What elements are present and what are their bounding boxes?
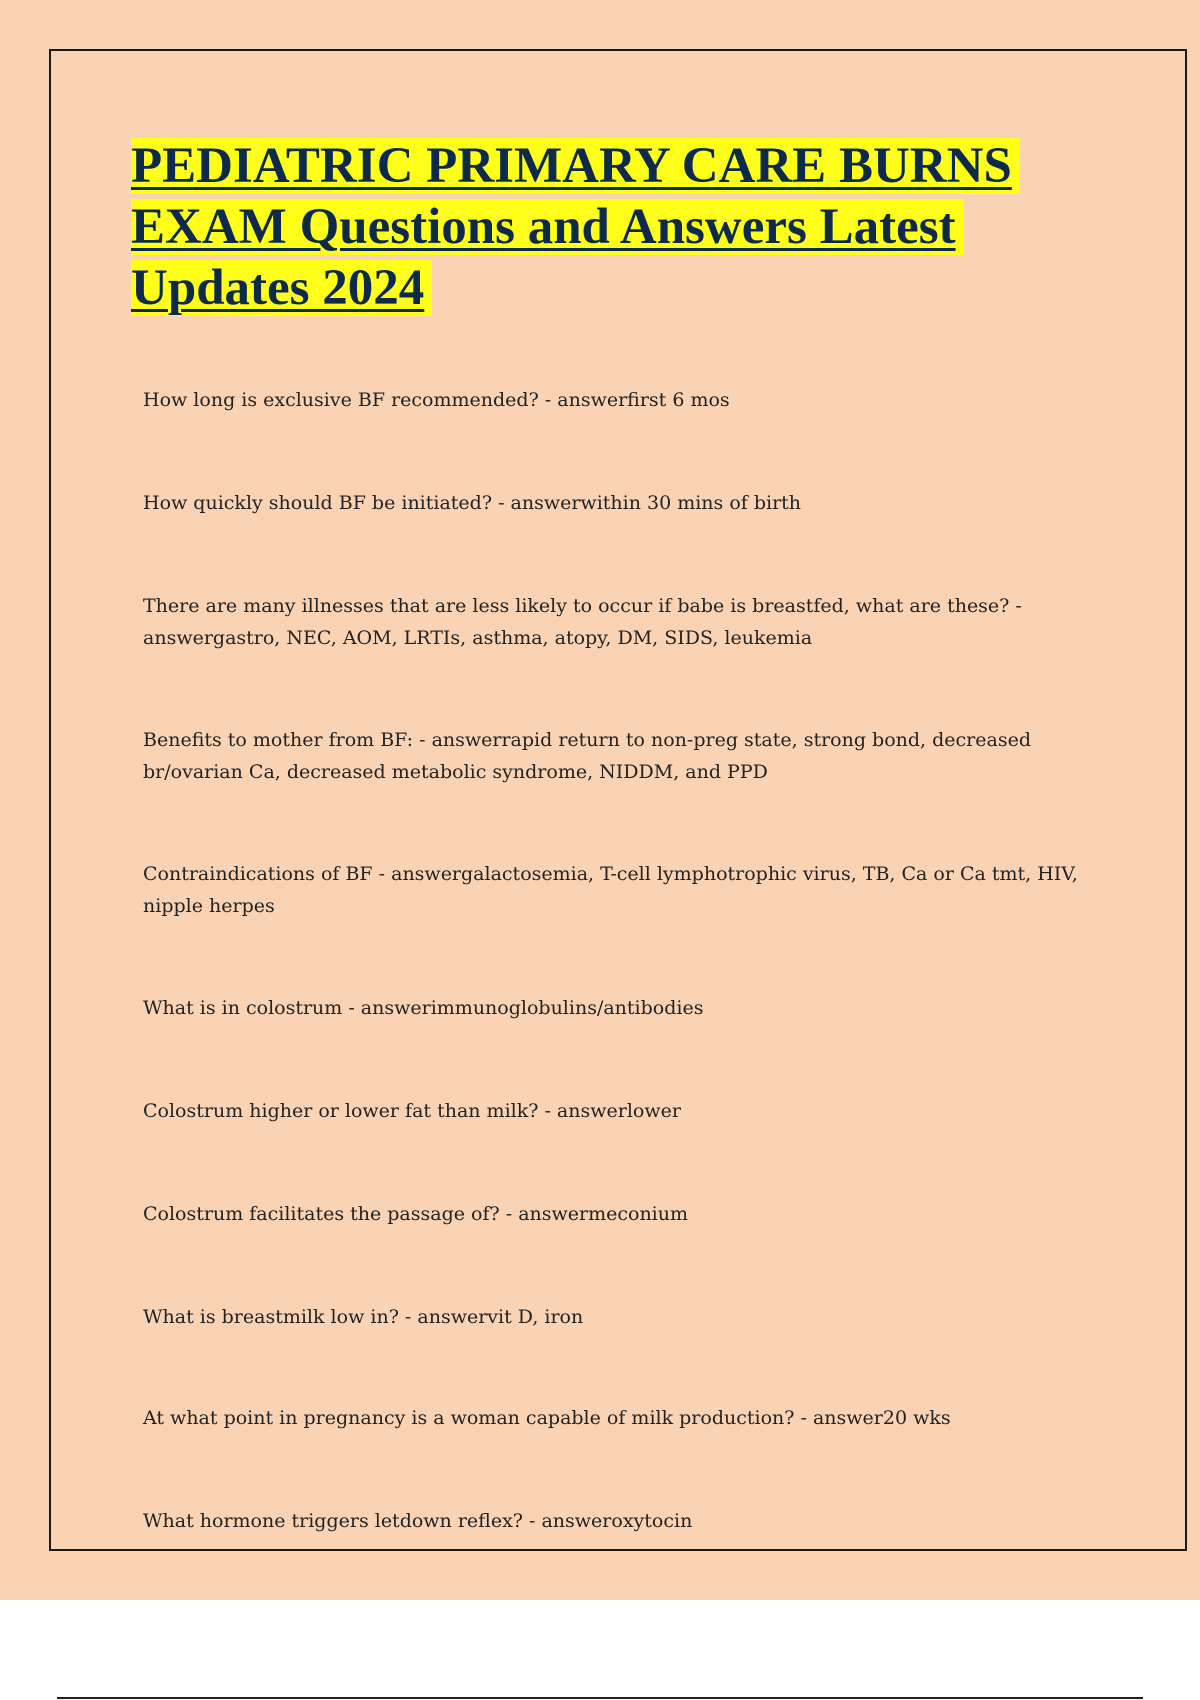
document-title [131, 136, 1111, 319]
qa-item: What is breastmilk low in? - answervit D, iron [143, 1306, 584, 1328]
qa-item: Colostrum higher or lower fat than milk? - answerlower [143, 1100, 681, 1122]
title-line-2: EXAM Questions and Answers Latest [131, 199, 964, 255]
title-line-3: Updates 2024 [131, 260, 432, 316]
qa-item: At what point in pregnancy is a woman capable of milk production? - answer20 wks [143, 1407, 951, 1429]
qa-item: Contraindications of BF - answergalactosemia, T-cell lymphotrophic virus, TB, Ca or Ca tmt, HIV, nipple herpes [143, 863, 1078, 917]
title-line-1: PEDIATRIC PRIMARY CARE BURNS [131, 138, 1020, 194]
qa-item: What hormone triggers letdown reflex? - answeroxytocin [143, 1510, 693, 1532]
qa-item: Colostrum facilitates the passage of? - answermeconium [143, 1203, 689, 1225]
qa-item: There are many illnesses that are less likely to occur if babe is breastfed, what are these? - answergastro, NEC, AOM, LRTIs, asthma, atopy, DM, SIDS, leukemia [143, 595, 1022, 649]
qa-item: How quickly should BF be initiated? - answerwithin 30 mins of birth [143, 492, 802, 514]
footer-divider [57, 1697, 1143, 1699]
qa-item: How long is exclusive BF recommended? - answerfirst 6 mos [143, 389, 730, 411]
qa-item: Benefits to mother from BF: - answerrapid return to non-preg state, strong bond, decreased br/ovarian Ca, decreased metabolic syndrome, NIDDM, and PPD [143, 729, 1031, 783]
qa-item: What is in colostrum - answerimmunoglobulins/antibodies [143, 997, 704, 1019]
